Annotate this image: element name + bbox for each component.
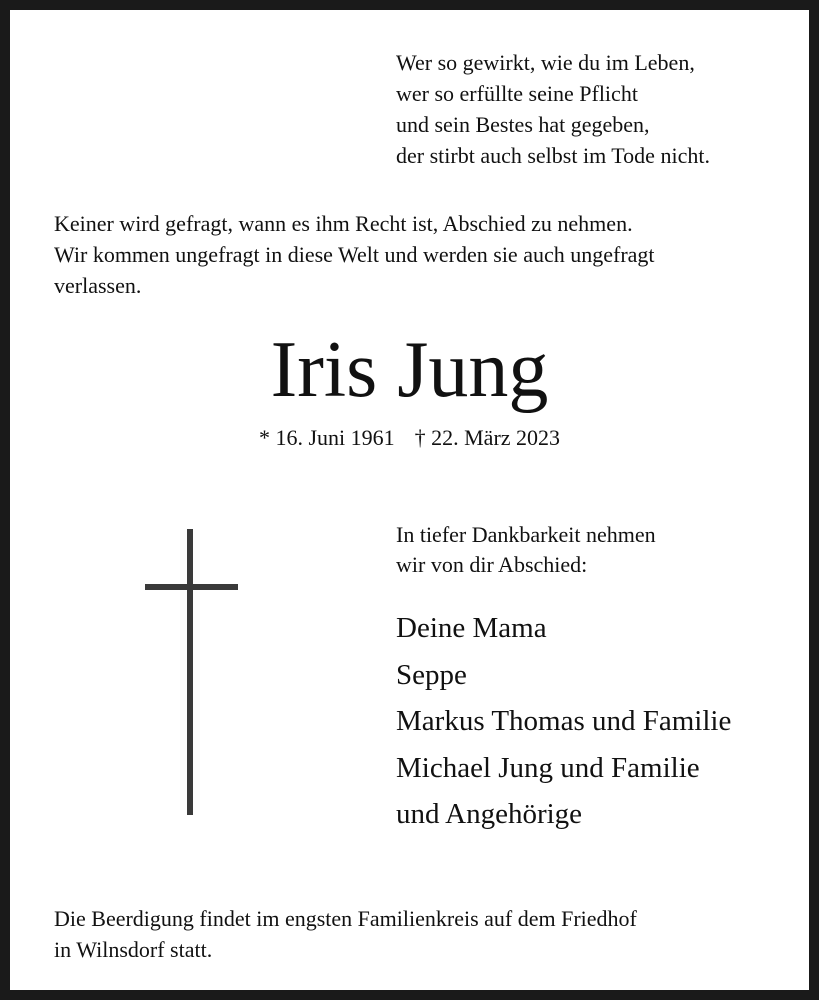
life-dates — [10, 422, 809, 453]
thanks-line: wir von dir Abschied: — [396, 552, 588, 577]
mourner-item: Deine Mama — [396, 612, 547, 644]
mourners-list — [396, 605, 806, 838]
poem-line: wer so erfüllte seine Pflicht — [396, 81, 638, 106]
mourner-item: Seppe — [396, 658, 467, 691]
deceased-name: Iris Jung — [270, 326, 549, 414]
cross-icon — [145, 529, 240, 815]
mourner-item: Markus Thomas und Familie — [396, 705, 732, 737]
funeral-line: in Wilnsdorf statt. — [54, 937, 213, 962]
thanks-text — [396, 520, 806, 580]
mourner-item: Michael Jung und Familie — [396, 751, 700, 784]
quote-line: verlassen. — [54, 273, 142, 298]
farewell-quote — [54, 208, 784, 301]
death-date: † 22. März 2023 — [414, 425, 561, 450]
funeral-line: Die Beerdigung findet im engsten Familienkreis auf dem Friedhof — [54, 906, 637, 931]
poem-line: Wer so gewirkt, wie du im Leben, — [396, 50, 695, 75]
thanks-line: In tiefer Dankbarkeit nehmen — [396, 522, 656, 547]
quote-line: Wir kommen ungefragt in diese Welt und werden sie auch ungefragt — [54, 242, 655, 267]
mourner-item: und Angehörige — [396, 798, 583, 830]
quote-line: Keiner wird gefragt, wann es ihm Recht ist, Abschied zu nehmen. — [54, 211, 633, 236]
birth-date: * 16. Juni 1961 — [258, 425, 395, 450]
funeral-info — [54, 903, 784, 965]
poem-line: und sein Bestes hat gegeben, — [396, 112, 650, 137]
poem-line: der stirbt auch selbst im Tode nicht. — [396, 143, 710, 168]
memorial-poem — [396, 47, 816, 171]
